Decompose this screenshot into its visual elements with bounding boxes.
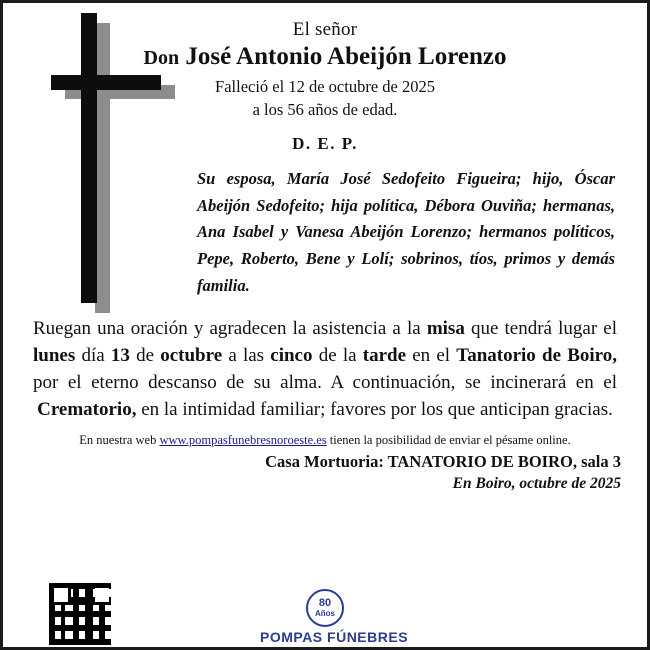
paragraph-run-13: Tanatorio de Boiro, xyxy=(456,344,617,366)
paragraph-run-5: 13 xyxy=(110,344,130,366)
paragraph-run-4: día xyxy=(75,344,111,366)
seal-word: Años xyxy=(315,608,335,618)
paragraph-run-3: lunes xyxy=(33,344,76,366)
paragraph-run-15: Crematorio, xyxy=(37,398,137,420)
paragraph-run-11: tarde xyxy=(362,344,407,366)
paragraph-run-0: Ruegan una oración y agradecen la asistencia a la xyxy=(33,317,427,339)
paragraph-run-8: a las xyxy=(222,344,271,366)
paragraph-run-10: de la xyxy=(312,344,363,366)
family-list: Su esposa, María José Sedofeito Figueira; hijo, Óscar Abeijón Sedofeito; hija política, Débora Ouviña; hermanas, Ana Isabel y Vanesa Abeijón Lorenzo; hermanos políticos, Pepe, Roberto, Bene y Lolí; sobrinos, tíos, primos y demás familia. xyxy=(197,169,615,295)
paragraph-run-16: en la intimidad familiar; favores por los que anticipan gracias. xyxy=(136,398,613,420)
paragraph-run-2: que tendrá lugar el xyxy=(464,317,618,339)
website-prefix: En nuestra web xyxy=(79,433,160,448)
full-name: José Antonio Abeijón Lorenzo xyxy=(185,43,507,70)
website-suffix: tienen la posibilidad de enviar el pésame online. xyxy=(326,433,571,448)
honorific: Don xyxy=(143,47,180,69)
paragraph-run-6: de xyxy=(129,344,161,366)
rest-in-peace: D. E. P. xyxy=(292,134,358,153)
mortuary-value: TANATORIO DE BOIRO, sala 3 xyxy=(387,452,621,472)
place-and-date: En Boiro, octubre de 2025 xyxy=(452,475,621,493)
death-date-line: Falleció el 12 de octubre de 2025 xyxy=(215,77,435,96)
salutation: El señor xyxy=(292,19,358,40)
paragraph-run-9: cinco xyxy=(270,344,313,366)
paragraph-run-1: misa xyxy=(426,317,465,339)
mortuary-label: Casa Mortuoria: xyxy=(265,452,384,472)
age-line: a los 56 años de edad. xyxy=(252,100,398,119)
deceased-name xyxy=(29,43,621,71)
paragraph-run-14: por el eterno descanso de su alma. A continuación, se incinerará en el xyxy=(33,371,617,393)
mortuary-line xyxy=(29,452,621,472)
company-name: POMPAS FÚNEBRES xyxy=(260,629,409,645)
footer xyxy=(3,585,647,647)
company-badge xyxy=(260,589,409,645)
paragraph-run-7: octubre xyxy=(160,344,223,366)
paragraph-run-12: en el xyxy=(406,344,457,366)
website-link[interactable]: www.pompasfunebresnoroeste.es xyxy=(159,433,327,448)
qr-code-icon[interactable] xyxy=(47,581,113,647)
anniversary-seal-icon xyxy=(306,589,344,627)
service-details-paragraph xyxy=(29,316,621,424)
seal-number: 80 xyxy=(318,597,332,610)
website-line xyxy=(29,433,621,448)
obituary-content xyxy=(29,19,621,493)
